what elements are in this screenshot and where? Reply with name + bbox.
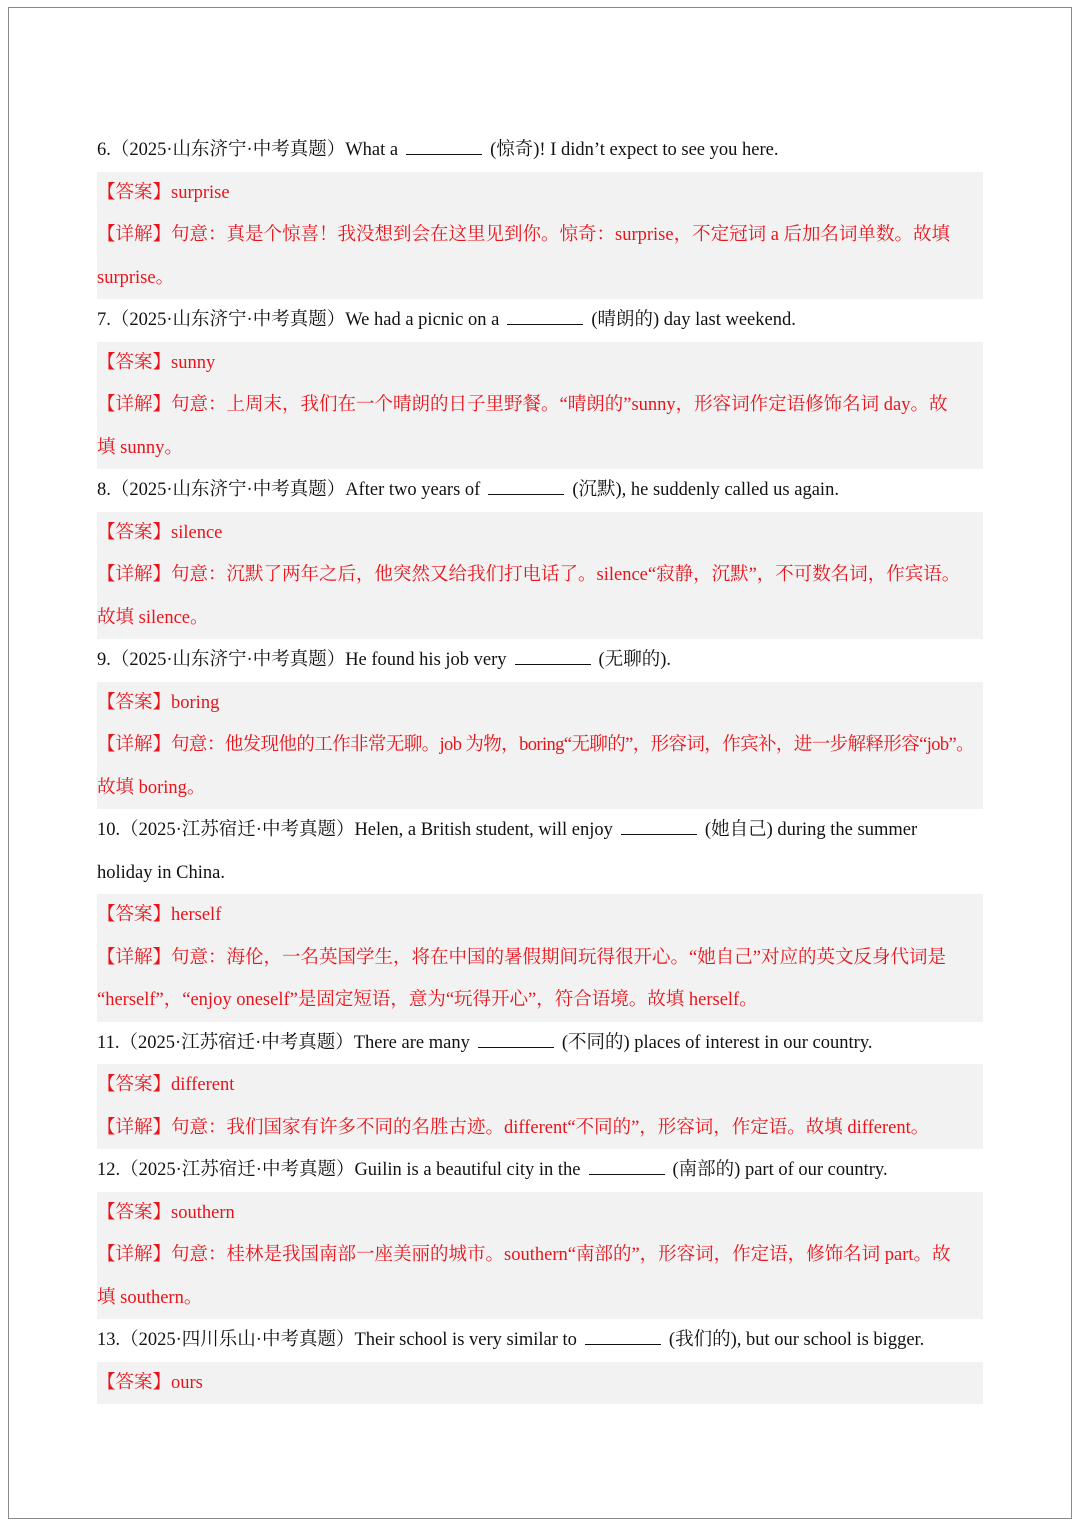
answer-blank — [585, 1327, 661, 1345]
explanation-line: 【详解】句意：真是个惊喜！我没想到会在这里见到你。惊奇：surprise，不定冠词 a 后加名词单数。故填 — [97, 225, 951, 245]
answer-text: boring — [171, 692, 220, 713]
question-9: 9.（2025·山东济宁·中考真题）He found his job very (无聊的). — [97, 639, 983, 682]
question-10: 10.（2025·江苏宿迁·中考真题）Helen, a British student, will enjoy (她自己) during the summer — [97, 809, 983, 852]
answer-blank — [478, 1030, 554, 1048]
answer-line: 【答案】different — [97, 1075, 235, 1095]
answer-block-13 — [97, 1362, 983, 1405]
answer-text: southern — [171, 1202, 235, 1223]
explanation-line: 【详解】句意：上周末，我们在一个晴朗的日子里野餐。“晴朗的”sunny，形容词作定语修饰名词 day。故 — [97, 395, 948, 415]
exercise-content — [97, 129, 983, 1404]
answer-text: herself — [171, 905, 222, 925]
answer-text: sunny — [171, 352, 216, 373]
answer-line: 【答案】boring — [97, 692, 220, 713]
answer-block-7 — [97, 342, 983, 470]
explanation-line: 【详解】句意：他发现他的工作非常无聊。job 为物，boring“无聊的”，形容词，作宾补，进一步解释形容“job”。 — [97, 735, 975, 755]
explanation-line: 【详解】句意：海伦，一名英国学生，将在中国的暑假期间玩得很开心。“她自己”对应的英文反身代词是 — [97, 947, 946, 968]
answer-blank — [515, 647, 591, 665]
answer-line: 【答案】herself — [97, 905, 222, 925]
answer-text: different — [171, 1075, 235, 1095]
question-12: 12.（2025·江苏宿迁·中考真题）Guilin is a beautiful city in the (南部的) part of our country. — [97, 1149, 983, 1192]
explanation-line: 填 sunny。 — [97, 437, 183, 458]
answer-blank — [406, 137, 482, 155]
answer-line: 【答案】ours — [97, 1372, 203, 1393]
answer-blank — [589, 1157, 665, 1175]
answer-blank — [507, 307, 583, 325]
answer-line: 【答案】southern — [97, 1202, 235, 1223]
explanation-line: 【详解】句意：桂林是我国南部一座美丽的城市。southern“南部的”，形容词，作定语，修饰名词 part。故 — [97, 1245, 951, 1265]
answer-block-11 — [97, 1064, 983, 1149]
answer-blank — [488, 477, 564, 495]
question-13: 13.（2025·四川乐山·中考真题）Their school is very similar to (我们的), but our school is bigger. — [97, 1319, 983, 1362]
question-8: 8.（2025·山东济宁·中考真题）After two years of (沉默), he suddenly called us again. — [97, 469, 983, 512]
answer-text: silence — [171, 522, 223, 543]
answer-blank — [621, 817, 697, 835]
explanation-line: 【详解】句意：沉默了两年之后，他突然又给我们打电话了。silence“寂静，沉默”，不可数名词，作宾语。 — [97, 565, 961, 585]
answer-block-12 — [97, 1192, 983, 1320]
answer-block-9 — [97, 682, 983, 810]
explanation-line: 填 southern。 — [97, 1287, 203, 1308]
answer-text: surprise — [171, 182, 230, 203]
answer-line: 【答案】sunny — [97, 352, 216, 373]
explanation-line: “herself”，“enjoy oneself”是固定短语，意为“玩得开心”，符合语境。故填 herself。 — [97, 990, 758, 1010]
question-10-line-2: holiday in China. — [97, 862, 225, 883]
answer-block-6 — [97, 172, 983, 300]
question-7: 7.（2025·山东济宁·中考真题）We had a picnic on a (晴朗的) day last weekend. — [97, 299, 983, 342]
explanation-line: 【详解】句意：我们国家有许多不同的名胜古迹。different“不同的”，形容词，作定语。故填 different。 — [97, 1117, 930, 1138]
explanation-line: 故填 silence。 — [97, 607, 209, 628]
answer-block-8 — [97, 512, 983, 640]
answer-line: 【答案】silence — [97, 522, 223, 543]
answer-text: ours — [171, 1372, 203, 1393]
explanation-line: 故填 boring。 — [97, 777, 206, 798]
question-11: 11.（2025·江苏宿迁·中考真题）There are many (不同的) places of interest in our country. — [97, 1022, 983, 1065]
answer-block-10 — [97, 894, 983, 1022]
explanation-line: surprise。 — [97, 267, 175, 288]
answer-line: 【答案】surprise — [97, 182, 230, 203]
question-6: 6.（2025·山东济宁·中考真题）What a (惊奇)! I didn’t expect to see you here. — [97, 129, 983, 172]
